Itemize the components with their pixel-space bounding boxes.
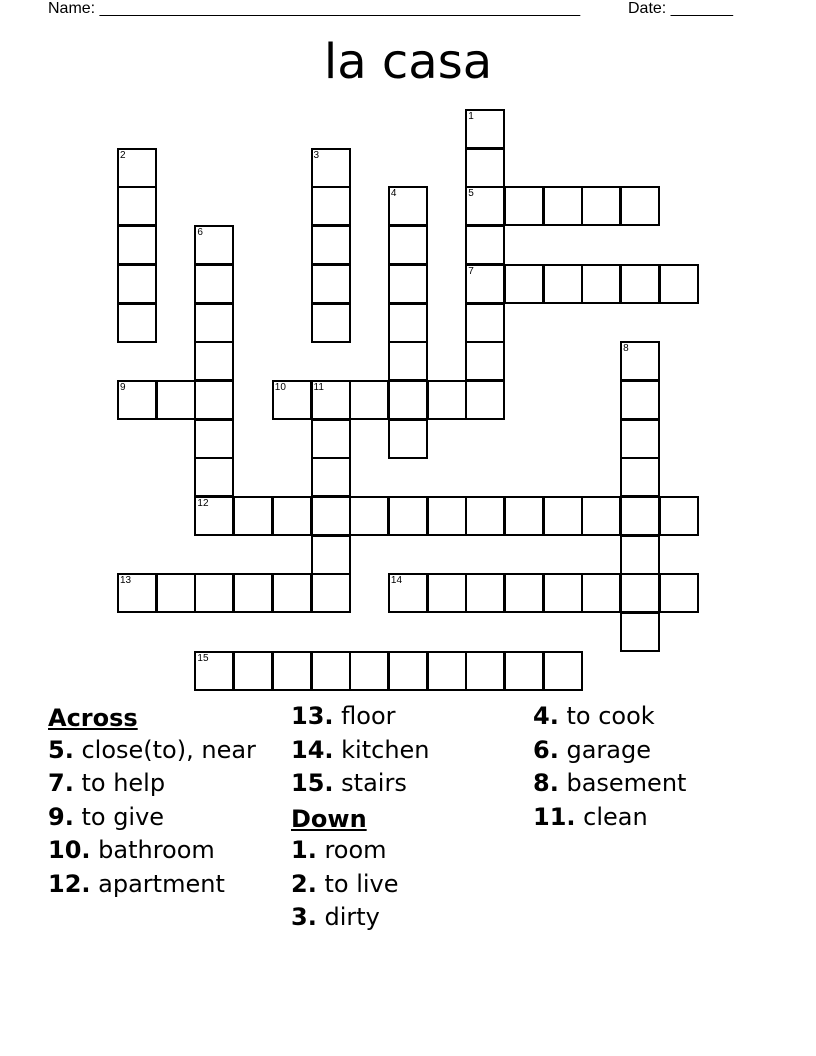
clue-number: 6. [533,735,559,764]
grid-cell[interactable] [581,496,621,536]
grid-cell[interactable] [194,380,234,420]
grid-cell[interactable] [581,186,621,226]
grid-cell[interactable] [117,303,157,343]
grid-cell[interactable] [504,264,544,304]
grid-cell[interactable] [465,303,505,343]
grid-cell[interactable] [117,225,157,265]
grid-cell[interactable] [388,573,428,613]
clue-number: 4. [533,702,559,730]
cell-number: 12 [197,498,209,509]
grid-cell[interactable] [117,573,157,613]
grid-cell[interactable] [620,573,660,613]
grid-cell[interactable] [117,264,157,304]
grid-cell[interactable] [620,341,660,381]
grid-cell[interactable] [388,419,428,459]
clues-column-2 [291,702,531,937]
grid-cell[interactable] [504,496,544,536]
clue-text: basement [566,769,687,797]
grid-cell[interactable] [465,573,505,613]
clue-number: 3. [291,903,317,931]
clue-down-6 [533,736,773,765]
grid-cell[interactable] [504,573,544,613]
clue-text: apartment [98,869,225,898]
grid-cell[interactable] [156,573,196,613]
clue-text: to help [81,769,166,797]
grid-cell[interactable] [388,651,428,691]
clue-number: 1. [291,836,317,864]
clue-number: 11. [533,802,576,831]
grid-cell[interactable] [427,496,467,536]
clue-across-12 [48,870,288,899]
grid-cell[interactable] [349,651,389,691]
clue-across-7 [48,769,288,798]
clue-text: close(to), near [81,735,256,764]
clue-text: kitchen [341,735,430,764]
clue-across-9 [48,803,288,832]
grid-cell[interactable] [465,148,505,188]
clue-text: to give [81,802,165,831]
clue-across-13 [291,702,531,731]
grid-cell[interactable] [543,186,583,226]
grid-cell[interactable] [427,380,467,420]
grid-cell[interactable] [194,573,234,613]
grid-cell[interactable] [465,264,505,304]
grid-cell[interactable] [620,535,660,575]
grid-cell[interactable] [311,380,351,420]
clue-across-10 [48,836,288,865]
cell-number: 4 [390,188,397,200]
grid-cell[interactable] [117,380,157,420]
grid-cell[interactable] [233,496,273,536]
cell-number: 7 [468,265,474,277]
grid-cell[interactable] [311,186,351,226]
grid-cell[interactable] [620,264,660,304]
grid-cell[interactable] [194,496,234,536]
clues-column-1 [48,702,288,903]
page-title: la casa [323,34,493,90]
clue-across-14 [291,736,531,765]
cell-number: 5 [468,188,474,200]
grid-cell[interactable] [311,303,351,343]
across-heading: Across [48,704,138,732]
cell-number: 9 [120,381,126,393]
grid-cell[interactable] [581,573,621,613]
grid-cell[interactable] [272,496,312,536]
grid-cell[interactable] [233,573,273,613]
cell-number: 8 [623,343,629,355]
grid-cell[interactable] [194,341,234,381]
cell-number: 15 [197,652,209,664]
grid-cell[interactable] [465,380,505,420]
grid-cell[interactable] [311,419,351,459]
grid-cell[interactable] [117,148,157,188]
grid-cell[interactable] [311,535,351,575]
date-field-label: Date: _______ [628,0,733,17]
grid-cell[interactable] [388,186,428,226]
clue-number: 14. [291,735,334,764]
grid-cell[interactable] [311,573,351,613]
grid-cell[interactable] [311,225,351,265]
grid-cell[interactable] [311,264,351,304]
grid-cell[interactable] [581,264,621,304]
clue-number: 12. [48,869,91,898]
cell-number: 6 [197,227,203,239]
grid-cell[interactable] [156,380,196,420]
clue-number: 2. [291,869,317,898]
clue-down-11 [533,803,773,832]
clue-text: dirty [324,903,380,931]
cell-number: 3 [313,149,320,161]
cell-number: 10 [274,381,286,393]
grid-cell[interactable] [233,651,273,691]
grid-cell[interactable] [465,651,505,691]
clue-number: 8. [533,769,559,797]
grid-cell[interactable] [388,341,428,381]
clue-text: to live [324,869,399,898]
clue-text: garage [566,735,651,764]
clue-across-5 [48,736,288,765]
grid-cell[interactable] [659,496,699,536]
grid-cell[interactable] [659,264,699,304]
grid-cell[interactable] [311,496,351,536]
grid-cell[interactable] [311,651,351,691]
grid-cell[interactable] [427,573,467,613]
grid-cell[interactable] [465,109,505,149]
clue-across-15 [291,769,531,798]
clue-down-4 [533,702,773,731]
clue-text: bathroom [98,836,215,864]
clue-number: 13. [291,702,334,730]
grid-cell[interactable] [465,496,505,536]
grid-cell[interactable] [388,496,428,536]
grid-cell[interactable] [620,496,660,536]
clue-text: floor [341,702,396,730]
grid-cell[interactable] [620,457,660,497]
grid-cell[interactable] [504,186,544,226]
grid-cell[interactable] [620,612,660,652]
grid-cell[interactable] [543,573,583,613]
cell-number: 2 [120,149,126,161]
clue-number: 5. [48,735,74,764]
clues-column-3 [533,702,773,836]
clue-number: 9. [48,802,74,831]
grid-cell[interactable] [620,419,660,459]
clue-text: stairs [341,769,407,797]
cell-number: 1 [468,111,474,122]
grid-cell[interactable] [427,651,467,691]
grid-cell[interactable] [504,651,544,691]
grid-cell[interactable] [194,225,234,265]
grid-cell[interactable] [117,186,157,226]
grid-cell[interactable] [311,457,351,497]
clue-down-2 [291,870,531,899]
grid-cell[interactable] [194,419,234,459]
grid-cell[interactable] [349,496,389,536]
name-field-label: Name: ______________________________________________________ [48,0,581,17]
grid-cell[interactable] [543,496,583,536]
grid-cell[interactable] [543,651,583,691]
clue-down-8 [533,769,773,798]
grid-cell[interactable] [272,573,312,613]
grid-cell[interactable] [194,651,234,691]
grid-cell[interactable] [194,264,234,304]
clue-down-3 [291,903,531,932]
clue-down-1 [291,836,531,865]
grid-cell[interactable] [349,380,389,420]
grid-cell[interactable] [272,651,312,691]
clue-text: clean [583,802,648,831]
grid-cell[interactable] [388,303,428,343]
grid-cell[interactable] [543,264,583,304]
grid-cell[interactable] [465,341,505,381]
clue-number: 7. [48,769,74,797]
cell-number: 13 [120,575,132,587]
grid-cell[interactable] [465,225,505,265]
cell-number: 14 [390,575,403,587]
grid-cell[interactable] [194,303,234,343]
grid-cell[interactable] [620,186,660,226]
grid-cell[interactable] [194,457,234,497]
grid-cell[interactable] [388,225,428,265]
grid-cell[interactable] [272,380,312,420]
cell-number: 11 [313,381,324,393]
grid-cell[interactable] [465,186,505,226]
clue-number: 10. [48,836,91,864]
grid-cell[interactable] [388,264,428,304]
clue-text: to cook [566,702,655,730]
clue-number: 15. [291,769,334,797]
grid-cell[interactable] [311,148,351,188]
grid-cell[interactable] [388,380,428,420]
clue-text: room [324,836,387,864]
grid-cell[interactable] [620,380,660,420]
down-heading: Down [291,804,367,833]
grid-cell[interactable] [659,573,699,613]
